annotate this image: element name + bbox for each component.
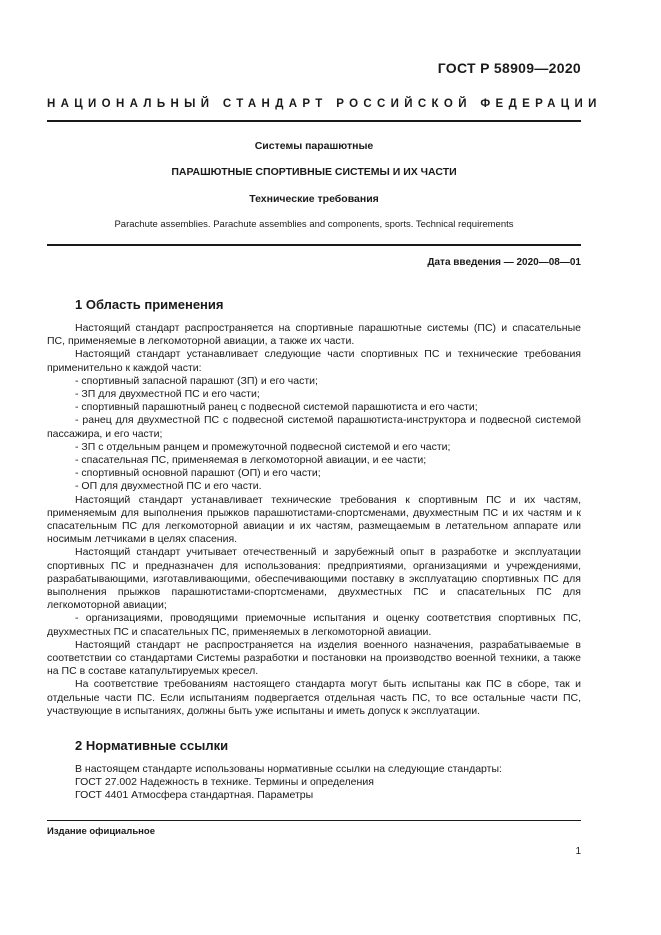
- section-2-body: [47, 763, 581, 803]
- page-number: 1: [575, 846, 581, 857]
- paragraph: На соответствие требованиям настоящего стандарта могут быть испытаны как ПС в сборе, так и отдельные части ПС. Если испытаниям подвергается отдельная часть ПС, то все остальные части ПС, участвующие в испытаниях, должны быть уже испытаны и иметь допуск к эксплуатации.: [47, 678, 581, 717]
- paragraph: Настоящий стандарт устанавливает следующие части спортивных ПС и технические требования применительно к каждой части:: [47, 348, 581, 374]
- list-item: - ЗП с отдельным ранцем и промежуточной подвесной системой и его части;: [75, 440, 451, 453]
- introduction-date: Дата введения — 2020—08—01: [427, 257, 581, 268]
- list-item: - спортивный основной парашют (ОП) и его части;: [75, 467, 321, 480]
- gost-number: ГОСТ Р 58909—2020: [437, 60, 581, 76]
- header-rule: [47, 120, 581, 122]
- paragraph: Настоящий стандарт учитывает отечественный и зарубежный опыт в разработке и эксплуатации спортивных ПС и предназначен для использования: предприятиями, организациями и учреждениями, разрабатывающими, изготавливающими, обеспечивающими поставку в эксплуатацию спортивных ПС для выполнения прыжков парашютистами-спортсменами, двухместных ПС и спасательных ПС для легкомоторной авиации;: [47, 546, 581, 612]
- section-2-heading: 2 Нормативные ссылки: [75, 738, 229, 753]
- list-item: - ранец для двухместной ПС с подвесной системой парашютиста-инструктора и подвесной системой пассажира, и его части;: [47, 414, 581, 440]
- title-rule: [47, 244, 581, 246]
- list-item: - спортивный запасной парашют (ЗП) и его части;: [75, 374, 318, 387]
- reference-item: ГОСТ 27.002 Надежность в технике. Термины и определения: [75, 776, 374, 789]
- list-item: - спасательная ПС, применяемая в легкомоторной авиации, и ее части;: [75, 454, 427, 467]
- section-1-heading: 1 Область применения: [75, 297, 224, 312]
- title-main: ПАРАШЮТНЫЕ СПОРТИВНЫЕ СИСТЕМЫ И ИХ ЧАСТИ: [171, 166, 457, 178]
- title-english: Parachute assemblies. Parachute assemblies and components, sports. Technical requirements: [114, 219, 514, 230]
- title-subtitle: Технические требования: [249, 193, 379, 205]
- paragraph: Настоящий стандарт распространяется на спортивные парашютные системы (ПС) и спасательные ПС, применяемые в легкомоторной авиации, а также их части.: [47, 322, 581, 348]
- title-series: Системы парашютные: [254, 140, 374, 152]
- paragraph: Настоящий стандарт устанавливает технические требования к спортивным ПС и их частям, применяемым для выполнения прыжков парашютистами-спортсменами, двухместным ПС и их частям и к спасательным ПС для легкомоторной авиации и их частям, размещаемым в летательном аппарате или носимым летчиками в целях спасения.: [47, 493, 581, 546]
- list-item: - ЗП для двухместной ПС и его части;: [75, 388, 260, 401]
- section-1-body: [47, 322, 581, 718]
- edition-label: Издание официальное: [47, 826, 155, 837]
- footer-rule: [47, 820, 581, 821]
- list-item: - спортивный парашютный ранец с подвесной системой парашютиста и его части;: [75, 401, 478, 414]
- national-standard-heading: НАЦИОНАЛЬНЫЙ СТАНДАРТ РОССИЙСКОЙ ФЕДЕРАЦИИ: [47, 98, 602, 110]
- reference-item: ГОСТ 4401 Атмосфера стандартная. Параметры: [75, 789, 314, 802]
- paragraph: Настоящий стандарт не распространяется на изделия военного назначения, разрабатываемые в соответствии со стандартами Системы разработки и постановки на производство военной техники, а также на ПС в составе катапультируемых кресел.: [47, 638, 581, 678]
- list-item: - организациями, проводящими приемочные испытания и оценку соответствия спортивных ПС, двухместных ПС и спасательных ПС, применяемых в легкомоторной авиации.: [47, 612, 581, 638]
- list-item: - ОП для двухместной ПС и его части.: [75, 480, 262, 493]
- paragraph: В настоящем стандарте использованы нормативные ссылки на следующие стандарты:: [75, 763, 502, 775]
